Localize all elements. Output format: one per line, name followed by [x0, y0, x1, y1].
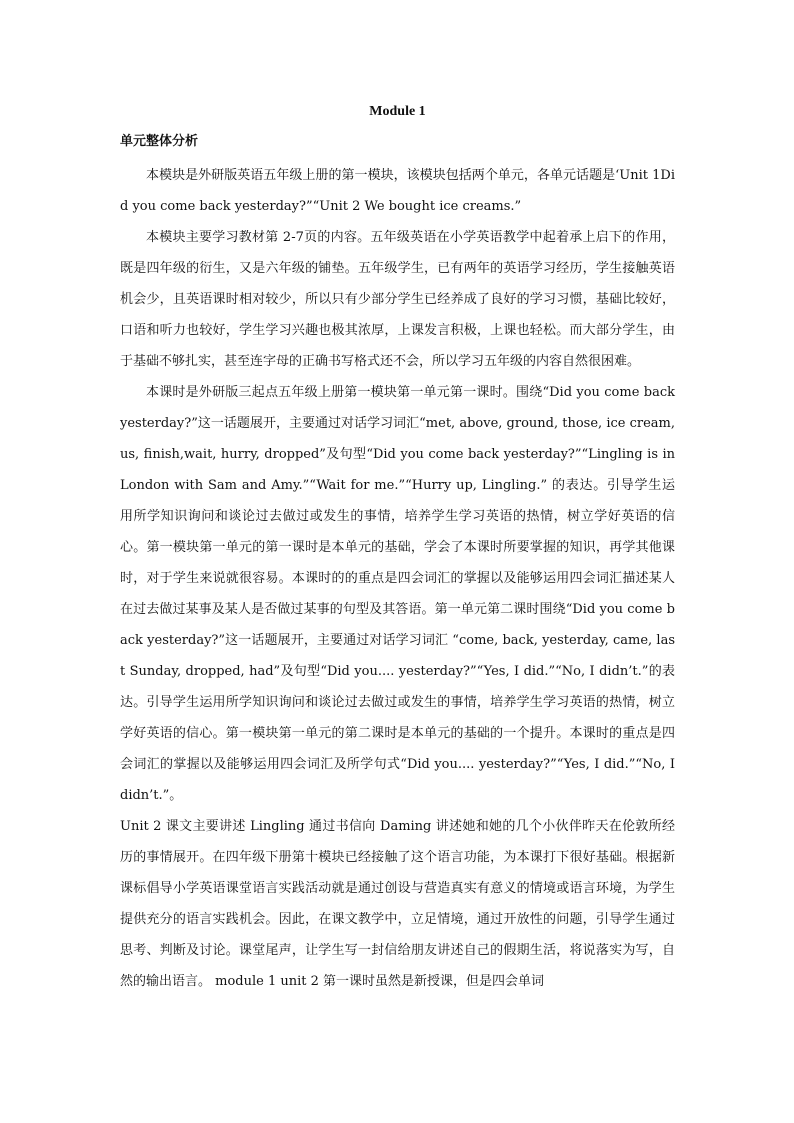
paragraph-2: 本模块主要学习教材第 2-7页的内容。五年级英语在小学英语教学中起着承上启下的作用，既是四年级的衍生，又是六年级的铺垫。五年级学生，已有两年的英语学习经历，学生接触英语机会少，且英语课时相对较少，所以只有少部分学生已经养成了良好的学习习惯，基础比较好，口语和听力也较好，学生学习兴趣也极其浓厚，上课发言积极，上课也轻松。而大部分学生，由于基础不够扎实，甚至连字母的正确书写格式还不会，所以学习五年级的内容自然很困难。 [120, 230, 675, 369]
document-body [120, 100, 675, 997]
document-title: Module 1 [369, 104, 426, 119]
paragraph-1: 本模块是外研版英语五年级上册的第一模块，该模块包括两个单元，各单元话题是‘Unit 1Did you come back yesterday?”“Unit 2 We bought ice creams.” [120, 168, 675, 214]
paragraph-4: Unit 2 课文主要讲述 Lingling 通过书信向 Daming 讲述她和她的几个小伙伴昨天在伦敦所经历的事情展开。在四年级下册第十模块已经接触了这个语言功能，为本课打下很好基础。根据新课标倡导小学英语课堂语言实践活动就是通过创设与营造真实有意义的情境或语言环境，为学生提供充分的语言实践机会。因此，在课文教学中，立足情境，通过开放性的问题，引导学生通过思考、判断及讨论。课堂尾声，让学生写一封信给朋友讲述自己的假期生活，将说落实为写，自然的输出语言。 module 1 unit 2 第一课时虽然是新授课，但是四会单词 [120, 819, 675, 989]
paragraph-3: 本课时是外研版三起点五年级上册第一模块第一单元第一课时。围绕“Did you come back yesterday?”这一话题展开，主要通过对话学习词汇“met, above, ground, those, ice cream, us, finish,wait, hurry, dropped”及句型“Did you come back yesterday?”“Lingling is in London with Sam and Amy.”“Wait for me.”“Hurry up, Lingling.” 的表达。引导学生运用所学知识询问和谈论过去做过或发生的事情，培养学生学习英语的热情，树立学好英语的信心。第一模块第一单元的第一课时是本单元的基础，学会了本课时所要掌握的知识，再学其他课时，对于学生来说就很容易。本课时的的重点是四会词汇的掌握以及能够运用四会词汇描述某人在过去做过某事及某人是否做过某事的句型及其答语。第一单元第二课时围绕“Did you come back yesterday?”这一话题展开，主要通过对话学习词汇 “come, back, yesterday, came, last Sunday, dropped, had”及句型“Did you.... yesterday?”“Yes, I did.”“No, I didn’t.”的表达。引导学生运用所学知识询问和谈论过去做过或发生的事情，培养学生学习英语的热情，树立学好英语的信心。第一模块第一单元的第二课时是本单元的基础的一个提升。本课时的重点是四会词汇的掌握以及能够运用四会词汇及所学句式“Did you.... yesterday?”“Yes, I did.”“No, I didn’t.”。 [120, 385, 675, 803]
section-heading: 单元整体分析 [120, 134, 199, 149]
